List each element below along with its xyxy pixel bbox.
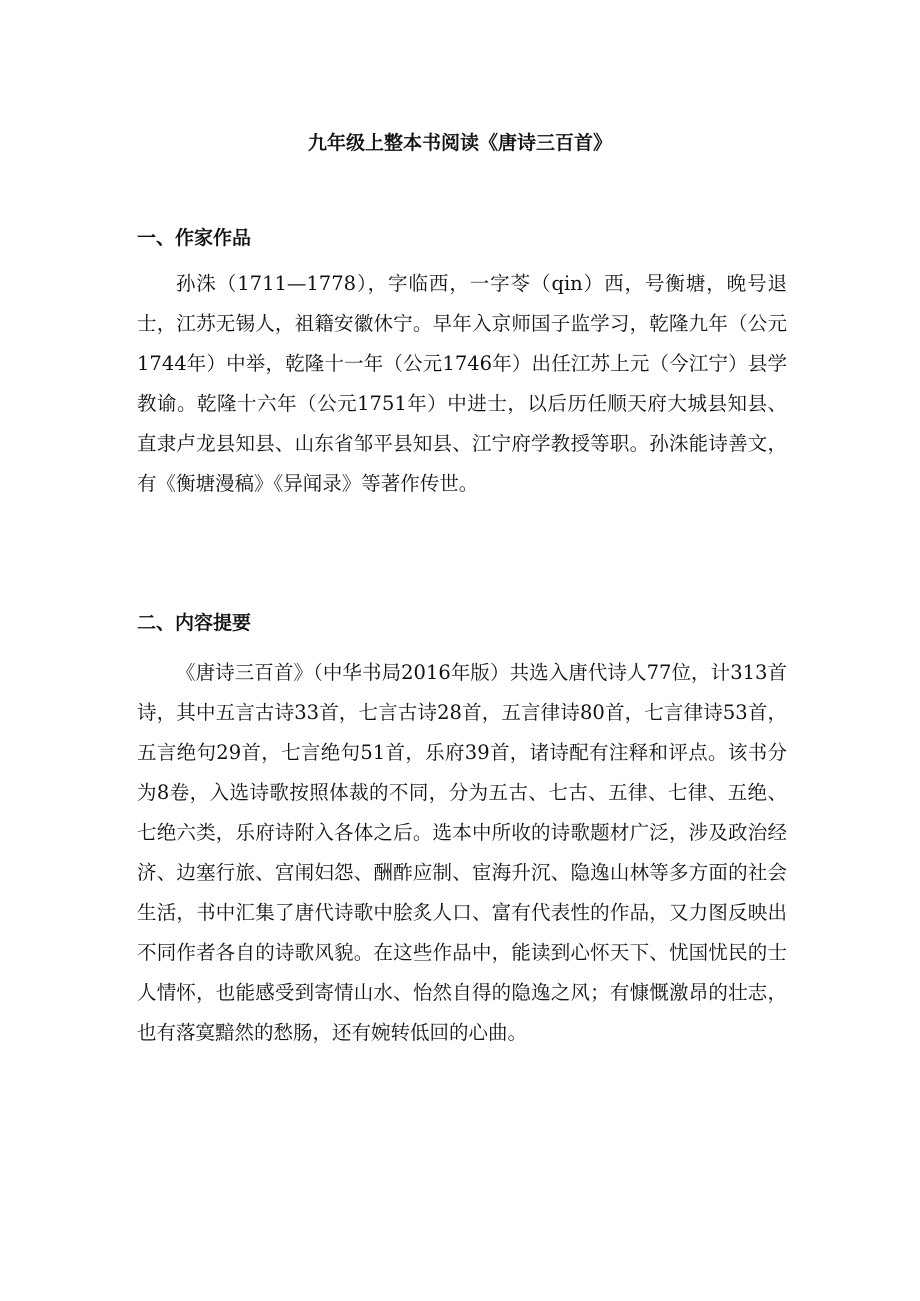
paragraph-content-summary: 《唐诗三百首》（中华书局2016年版）共选入唐代诗人77位，计313首诗，其中五言古诗33首，七言古诗28首，五言律诗80首，七言律诗53首，五言绝句29首，七言绝句51首，乐府39首，诸诗配有注释和评点。该书分为8卷，入选诗歌按照体裁的不同，分为五古、七古、五律、七律、五绝、七绝六类，乐府诗附入各体之后。选本中所收的诗歌题材广泛，涉及政治经济、边塞行旅、宫闱妇怨、酬酢应制、宦海升沉、隐逸山林等多方面的社会生活，书中汇集了唐代诗歌中脍炙人口、富有代表性的作品，又力图反映出不同作者各自的诗歌风貌。在这些作品中，能读到心怀天下、忧国忧民的士人情怀，也能感受到寄情山水、怡然自得的隐逸之风；有慷慨激昂的壮志，也有落寞黯然的愁肠，还有婉转低回的心曲。 — [137, 661, 787, 1044]
paragraph-author-bio: 孙洙（1711—1778），字临西，一字苓（qin）西，号衡塘，晚号退士，江苏无锡人，祖籍安徽休宁。早年入京师国子监学习，乾隆九年（公元1744年）中举，乾隆十一年（公元1746年）出任江苏上元（今江宁）县学教谕。乾隆十六年（公元1751年）中进士，以后历任顺天府大城县知县、直隶卢龙县知县、山东省邹平县知县、江宁府学教授等职。孙洙能诗善文，有《衡塘漫稿》《异闻录》等著作传世。 — [137, 272, 787, 495]
document-title: 九年级上整本书阅读《唐诗三百首》 — [307, 132, 612, 154]
section-heading-author-works: 一、作家作品 — [137, 227, 252, 249]
section-heading-content-summary: 二、内容提要 — [137, 612, 252, 634]
